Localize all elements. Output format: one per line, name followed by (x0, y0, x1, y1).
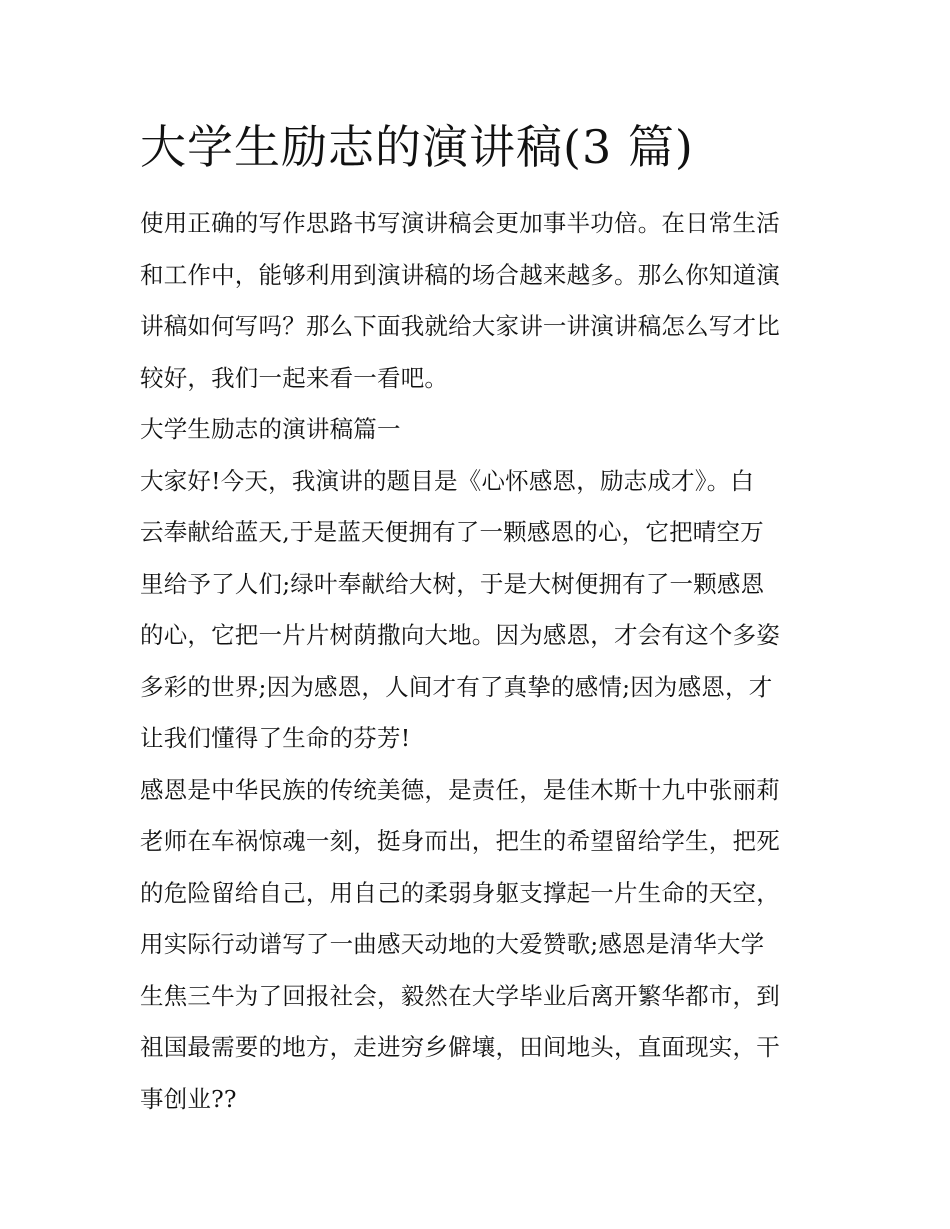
document-body (140, 198, 820, 1125)
text-line: 让我们懂得了生命的芬芳! (140, 724, 411, 752)
text-line: 生焦三牛为了回报社会，毅然在大学毕业后离开繁华都市，到 (140, 981, 780, 1010)
text-line: 云奉献给蓝天,于是蓝天便拥有了一颗感恩的心，它把晴空万 (140, 518, 764, 546)
text-line: 感恩是中华民族的传统美德，是责任，是佳木斯十九中张丽莉 (140, 775, 780, 804)
text-line: 讲稿如何写吗？那么下面我就给大家讲一讲演讲稿怎么写才比 (140, 312, 780, 340)
text-line: 用实际行动谱写了一曲感天动地的大爱赞歌;感恩是清华大学 (140, 930, 765, 958)
text-line: 大家好!今天，我演讲的题目是《心怀感恩，励志成才》。白 (140, 466, 755, 495)
text-line: 较好，我们一起来看一看吧。 (140, 363, 449, 392)
text-line: 事创业?? (140, 1084, 237, 1113)
text-line: 使用正确的写作思路书写演讲稿会更加事半功倍。在日常生活 (140, 209, 780, 237)
text-line: 老师在车祸惊魂一刻，挺身而出，把生的希望留给学生，把死 (140, 827, 780, 855)
text-line: 的危险留给自己，用自己的柔弱身躯支撑起一片生命的天空， (140, 878, 780, 907)
text-line: 的心，它把一片片树荫撒向大地。因为感恩，才会有这个多姿 (140, 621, 780, 649)
text-line: 里给予了人们;绿叶奉献给大树，于是大树便拥有了一颗感恩 (140, 569, 765, 598)
text-line: 祖国最需要的地方，走进穷乡僻壤，田间地头，直面现实，干 (140, 1033, 780, 1061)
text-line: 多彩的世界;因为感恩，人间才有了真挚的感情;因为感恩，才 (140, 672, 773, 701)
document-title: 大学生励志的演讲稿(3 篇) (140, 120, 694, 174)
text-line: 和工作中，能够利用到演讲稿的场合越来越多。那么你知道演 (140, 260, 780, 289)
section-heading: 大学生励志的演讲稿篇一 (140, 415, 401, 443)
